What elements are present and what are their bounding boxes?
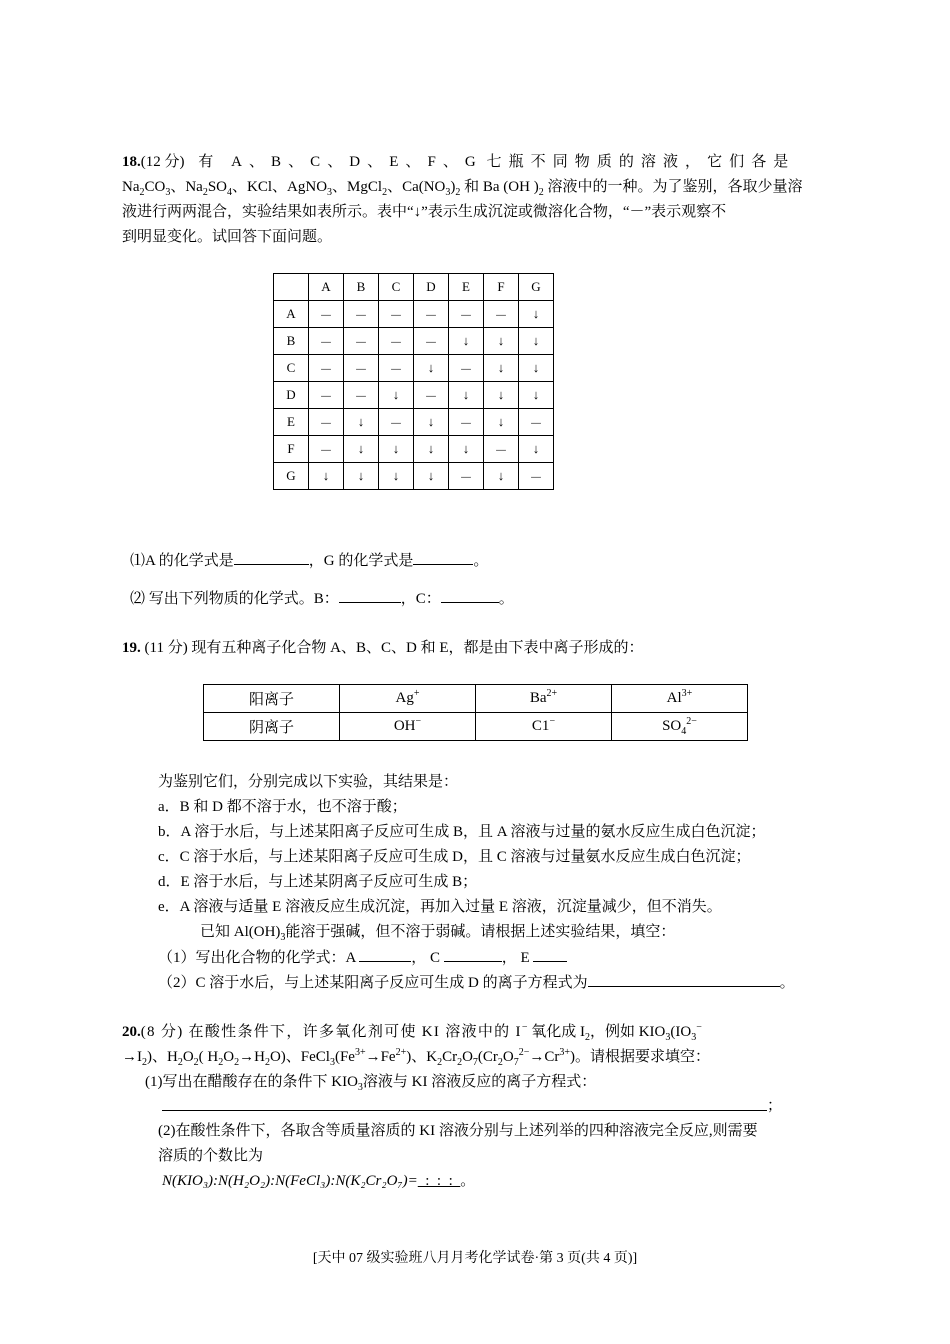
q18-sub1-label: ⑴A 的化学式是 [130, 553, 234, 569]
table-cell: － [309, 382, 344, 409]
table-cell: － [344, 355, 379, 382]
header-cell: E [449, 274, 484, 301]
table-cell: ↓ [484, 328, 519, 355]
seg: →I [122, 1049, 142, 1065]
q19-item-a: a．B 和 D 都不溶于水，也不溶于酸； [158, 799, 407, 815]
q18-line4: 到明显变化。试回答下面问题。 [122, 229, 333, 245]
table-cell: ↓ [449, 382, 484, 409]
ion-cell [476, 685, 612, 713]
q19-number: 19. [122, 640, 141, 656]
table-cell: － [309, 301, 344, 328]
ion-cl: C1 [531, 718, 550, 734]
seg: (Cr [477, 1049, 498, 1065]
q19-item-e: e．A 溶液与适量 E 溶液反应生成沉淀，再加入过量 E 溶液，沉淀量减少，但不消失。 [158, 899, 722, 915]
row-label: F [274, 436, 309, 463]
known-text: 已知 Al(OH) [200, 924, 281, 940]
q18-sub2-label: ⑵ 写出下列物质的化学式。B： [130, 591, 339, 607]
q20-ratio-label: N(KIO₃):N(H₂O₂):N(FeCl₃):N(K₂Cr₂O₇)= [162, 1173, 418, 1189]
precipitate-table [273, 273, 554, 490]
punct: 。 [460, 1173, 476, 1189]
q20-number: 20. [122, 1024, 141, 1040]
row-label: C [274, 355, 309, 382]
table-cell: － [379, 301, 414, 328]
table-cell: － [484, 436, 519, 463]
table-cell: － [344, 301, 379, 328]
row-label: B [274, 328, 309, 355]
seg: )、K [406, 1049, 438, 1065]
row-label: A [274, 301, 309, 328]
q19-part1 [158, 947, 567, 968]
answer-blank-B[interactable] [339, 588, 401, 603]
ion-cell [476, 713, 612, 741]
table-cell: ↓ [379, 382, 414, 409]
q20-line1: 20.(8 分) 在酸性条件下，许多氧化剂可使 KI 溶液中的 I− 氧化成 $I_2$，例如 $KIO_3(IO_3^-$ [122, 1022, 702, 1043]
q18-score: (12 分) [140, 154, 185, 170]
q20-part1: (1)写出在醋酸存在的条件下 $KIO_3$溶液与 KI 溶液反应的离子方程式： [145, 1074, 597, 1093]
table-cell: ↓ [484, 409, 519, 436]
row-label: G [274, 463, 309, 490]
table-cell: － [449, 409, 484, 436]
q19-intro [122, 638, 644, 658]
q20-semicolon: ； [767, 1098, 783, 1114]
row-label: E [274, 409, 309, 436]
answer-blank-A[interactable] [234, 550, 309, 565]
table-cell: － [484, 301, 519, 328]
q18-line3: 液进行两两混合，实验结果如表所示。表中“↓”表示生成沉淀或微溶化合物，“－”表示观察不 [122, 204, 727, 220]
table-cell: ↓ [379, 463, 414, 490]
table-cell: － [414, 328, 449, 355]
header-cell: A [309, 274, 344, 301]
q19-item-c: c．C 溶于水后，与上述某阳离子反应可生成 D，且 C 溶液与过量氨水反应生成白色沉淀； [158, 849, 751, 865]
charge: − [549, 716, 556, 727]
seg: Cr [442, 1049, 458, 1065]
table-cell: ↓ [309, 463, 344, 490]
ion-ba: Ba [529, 690, 547, 706]
q20-part2-line2: 溶质的个数比为 [158, 1148, 264, 1164]
table-cell: － [379, 409, 414, 436]
table-cell: ↓ [414, 463, 449, 490]
q20-line1-a: (8 分) 在酸性条件下，许多氧化剂可使 KI 溶液中的 I [140, 1024, 522, 1040]
table-cell: ↓ [519, 382, 554, 409]
q18-line1-text: 有 A、B、C、D、E、F、G 七瓶不同物质的溶液，它们各是 [198, 154, 789, 170]
table-cell: － [344, 382, 379, 409]
charge: 2− [686, 716, 697, 727]
table-row [274, 301, 554, 328]
cation-row [204, 685, 748, 713]
table-cell: － [379, 328, 414, 355]
corner-cell [274, 274, 309, 301]
table-cell: ↓ [519, 328, 554, 355]
table-cell: － [449, 355, 484, 382]
page-footer: [天中 07 级实验班八月月考化学试卷·第 3 页(共 4 页)] [312, 1251, 638, 1266]
table-cell: － [309, 409, 344, 436]
table-row [274, 409, 554, 436]
table-cell: － [519, 463, 554, 490]
table-row [274, 328, 554, 355]
table-row [274, 463, 554, 490]
table-row [274, 436, 554, 463]
q19-part1-e: ， E [501, 950, 530, 966]
charge: 3+ [681, 688, 693, 699]
q19-item-b: b．A 溶于水后，与上述某阳离子反应可生成 B，且 A 溶液与过量的氨水反应生成白色沉淀； [158, 824, 766, 840]
table-cell: ↓ [519, 436, 554, 463]
ion-cell [612, 685, 748, 713]
table-cell: ↓ [414, 409, 449, 436]
table-cell: ↓ [414, 355, 449, 382]
seg: ( H [198, 1049, 219, 1065]
table-cell: － [414, 301, 449, 328]
row-label: D [274, 382, 309, 409]
answer-blank-C[interactable] [441, 588, 499, 603]
table-cell: － [379, 355, 414, 382]
subscript: 4 [681, 726, 687, 737]
q20-ratio [162, 1171, 475, 1191]
anion-row [204, 713, 748, 741]
table-cell: ↓ [344, 436, 379, 463]
table-cell: － [309, 328, 344, 355]
table-cell: ↓ [449, 328, 484, 355]
answer-blank-ratio[interactable]: : : : [417, 1173, 461, 1189]
seg: )、H [147, 1049, 178, 1065]
q20-part1-b: 溶液与 KI 溶液反应的离子方程式： [362, 1074, 597, 1090]
table-cell: ↓ [519, 301, 554, 328]
table-cell: ↓ [519, 355, 554, 382]
answer-blank-G[interactable] [413, 550, 473, 565]
q19-item-d: d．E 溶于水后，与上述某阴离子反应可生成 B； [158, 874, 478, 890]
table-cell: － [449, 463, 484, 490]
punct: 。 [779, 975, 795, 991]
table-row [274, 355, 554, 382]
q19-intro-text: (11 分) 现有五种离子化合物 A、B、C、D 和 E，都是由下表中离子形成的： [140, 640, 644, 656]
cation-label: 阳离子 [204, 685, 340, 713]
known-text-tail: 能溶于强碱，但不溶于弱碱。请根据上述实验结果，填空： [285, 924, 676, 940]
ion-so4: SO [662, 718, 682, 734]
ion-table [203, 684, 748, 741]
q18-sub2 [130, 588, 514, 609]
answer-blank-q19-equation[interactable] [588, 972, 780, 987]
answer-blank-q19-A[interactable] [359, 947, 411, 962]
answer-blank-q19-E[interactable] [533, 947, 567, 962]
header-cell: G [519, 274, 554, 301]
table-cell: ↓ [414, 436, 449, 463]
q20-line1-d: (IO [670, 1024, 692, 1040]
seg: →H [239, 1049, 265, 1065]
table-cell: ↓ [484, 382, 519, 409]
seg: )。请根据要求填空： [570, 1049, 711, 1065]
q18-line2-tail: 溶液中的一种。为了鉴别，各取少量溶 [547, 179, 803, 195]
charge: + [413, 688, 420, 699]
table-cell: ↓ [484, 355, 519, 382]
precipitate-table-header [274, 274, 554, 301]
q20-line1-c: ，例如 KIO [589, 1024, 666, 1040]
punct: 。 [498, 591, 514, 607]
header-cell: C [379, 274, 414, 301]
header-cell: F [484, 274, 519, 301]
header-cell: D [414, 274, 449, 301]
table-cell: － [449, 301, 484, 328]
ion-cell [612, 713, 748, 741]
q19-part1-c: ， C [411, 950, 441, 966]
header-cell: B [344, 274, 379, 301]
seg: →Cr [529, 1049, 560, 1065]
table-cell: － [519, 409, 554, 436]
q19-known: 已知 $Al(OH)_3$能溶于强碱，但不溶于弱碱。请根据上述实验结果，填空： [200, 924, 676, 943]
q20-line2: $\to I_2$)、$H_2O_2$( $H_2O_2\to H_2O$)、$FeCl_3(Fe^{3+}\to Fe^{2+})$、$K_2Cr_2O_7(Cr_2O_7^{2-}\to Cr^{3+})$。请根据要求填空： [122, 1047, 711, 1068]
punct: 。 [473, 553, 489, 569]
seg: (Fe [334, 1049, 355, 1065]
anion-label: 阴离子 [204, 713, 340, 741]
answer-line-q20-equation[interactable] [162, 1110, 767, 1111]
table-cell: － [344, 328, 379, 355]
q19-part1-a: （1）写出化合物的化学式：A [158, 950, 356, 966]
q19-lead: 为鉴别它们，分别完成以下实验，其结果是： [158, 774, 459, 790]
seg: O)、FeCl [269, 1049, 330, 1065]
charge: − [415, 716, 422, 727]
q19-part2-text: （2）C 溶于水后，与上述某阳离子反应可生成 D 的离子方程式为 [158, 975, 588, 991]
ion-cell [340, 685, 476, 713]
table-cell: ↓ [484, 463, 519, 490]
q19-part2 [158, 972, 795, 993]
table-cell: ↓ [344, 463, 379, 490]
table-cell: ↓ [379, 436, 414, 463]
table-row [274, 382, 554, 409]
q18-sub1 [130, 550, 488, 571]
table-cell: － [414, 382, 449, 409]
charge: 2+ [546, 688, 558, 699]
q18-sub1-label-g: ，G 的化学式是 [308, 553, 414, 569]
q18-line1 [122, 152, 828, 172]
q18-number: 18. [122, 154, 141, 170]
q18-sub2-label-c: ，C： [400, 591, 441, 607]
ion-ag: Ag [395, 690, 414, 706]
table-cell: － [309, 355, 344, 382]
q20-part1-a: (1)写出在醋酸存在的条件下 KIO [145, 1074, 358, 1090]
q18-line2: $Na_2CO_3$、$Na_2SO_4$、KCl、AgNO$_3$、MgCl$_2$、$Ca(NO_3)_2$ 和 Ba (OH )$_2$ 溶液中的一种。为了鉴别，各取少量溶 [122, 179, 803, 198]
q20-part2-line1: (2)在酸性条件下，各取含等质量溶质的 KI 溶液分别与上述列举的四种溶液完全反应,则需要 [158, 1123, 758, 1139]
seg: →Fe [365, 1049, 396, 1065]
table-cell: － [309, 436, 344, 463]
ion-oh: OH [393, 718, 416, 734]
ion-al: Al [666, 690, 682, 706]
table-cell: ↓ [449, 436, 484, 463]
ion-cell [340, 713, 476, 741]
q20-line1-b: 氧化成 I [531, 1024, 585, 1040]
answer-blank-q19-C[interactable] [444, 947, 502, 962]
table-cell: ↓ [344, 409, 379, 436]
